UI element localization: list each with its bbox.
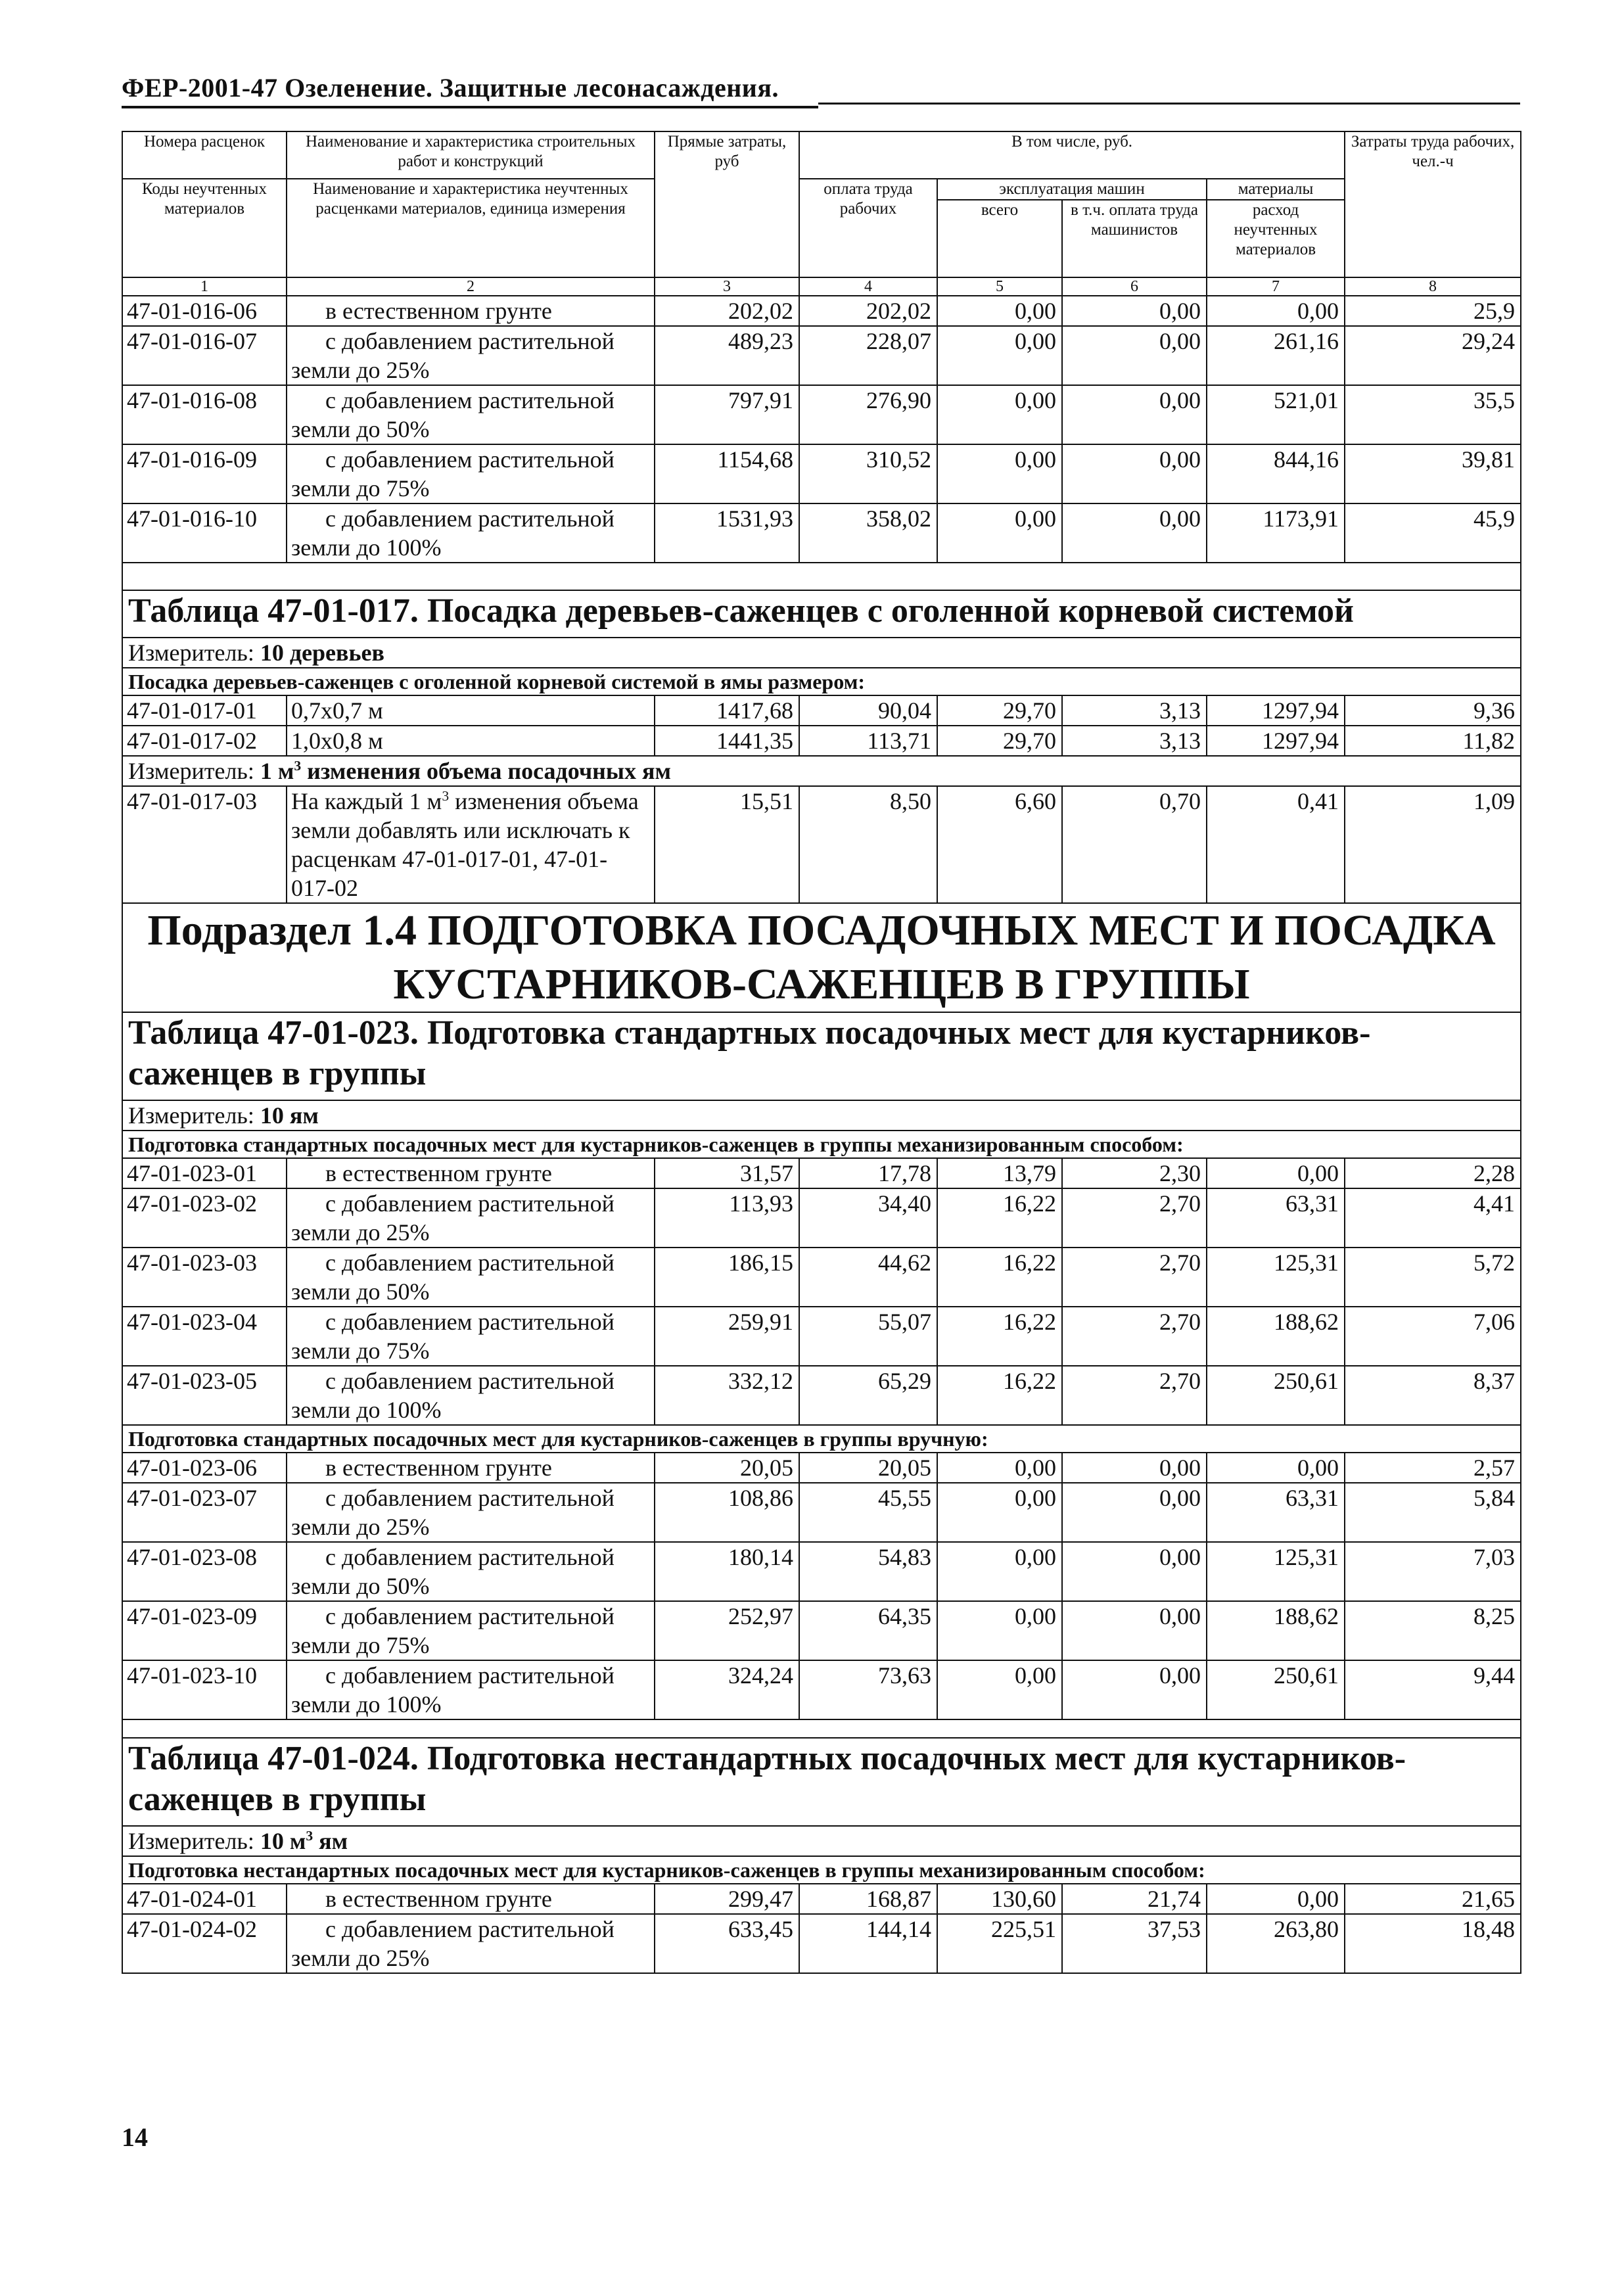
- spacer-row: [122, 563, 1521, 590]
- subheading-row: Подготовка стандартных посадочных мест для кустарников-саженцев в группы механизированным способом:: [122, 1131, 1521, 1158]
- table-row: 47-01-023-07 с добавлением растительной земли до 25% 108,86 45,55 0,00 0,00 63,31 5,84: [122, 1483, 1521, 1542]
- table-row: 47-01-023-04 с добавлением растительной земли до 75% 259,91 55,07 16,22 2,70 188,62 7,06: [122, 1307, 1521, 1366]
- document-page: [122, 72, 1521, 1974]
- header-materials: материалы: [1207, 179, 1345, 200]
- table-023-title: Таблица 47-01-023. Подготовка стандартных посадочных мест для кустарников-саженцев в группы: [122, 1012, 1521, 1100]
- table-row: 47-01-016-07 с добавлением растительной земли до 25% 489,23 228,07 0,00 0,00 261,16 29,24: [122, 326, 1521, 385]
- price-table: [122, 131, 1521, 1974]
- col-number: 7: [1207, 277, 1345, 296]
- page-number: 14: [122, 2122, 148, 2152]
- table-row: 47-01-023-09 с добавлением растительной земли до 75% 252,97 64,35 0,00 0,00 188,62 8,25: [122, 1601, 1521, 1660]
- measure-row: Измеритель: 1 $м^3$ изменения объема посадочных ям: [122, 756, 1521, 786]
- header-col1-top: Номера расценок: [122, 131, 287, 179]
- table-row: 47-01-016-10 с добавлением растительной земли до 100% 1531,93 358,02 0,00 0,00 1173,91 45,9: [122, 503, 1521, 563]
- column-numbers-row: [122, 277, 1521, 296]
- table-title-row: [122, 590, 1521, 638]
- table-row: 47-01-016-06 в естественном грунте 202,02 202,02 0,00 0,00 0,00 25,9: [122, 296, 1521, 326]
- table-row: 47-01-023-03 с добавлением растительной земли до 50% 186,15 44,62 16,22 2,70 125,31 5,72: [122, 1248, 1521, 1307]
- subheading-row: Посадка деревьев-саженцев с оголенной корневой системой в ямы размером:: [122, 668, 1521, 695]
- header-rule: [818, 103, 1520, 105]
- spacer-row: [122, 1719, 1521, 1738]
- col-number: 1: [122, 277, 287, 296]
- header-direct-costs: Прямые затраты, руб: [655, 131, 799, 277]
- table-row: 47-01-016-09 с добавлением растительной земли до 75% 1154,68 310,52 0,00 0,00 844,16 39,81: [122, 444, 1521, 503]
- running-header: ФЕР-2001-47 Озеленение. Защитные лесонасаждения.: [122, 72, 818, 108]
- header-unaccounted-materials: расход неучтенных материалов: [1207, 200, 1345, 277]
- subheading-row: Подготовка нестандартных посадочных мест для кустарников-саженцев в группы механизированным способом:: [122, 1856, 1521, 1884]
- table-title-row: [122, 1738, 1521, 1826]
- table-title-row: [122, 1012, 1521, 1100]
- table-row: 47-01-023-10 с добавлением растительной земли до 100% 324,24 73,63 0,00 0,00 250,61 9,44: [122, 1660, 1521, 1719]
- header-row-2: [122, 179, 1521, 200]
- col-number: 5: [937, 277, 1062, 296]
- header-labor-pay: оплата труда рабочих: [799, 179, 937, 277]
- table-row: 47-01-017-03 На каждый 1 $м^3$ изменения объема земли добавлять или исключать к расценкам 47-01-017-01, 47-01-017-02 15,51 8,50 6,60 0,70 0,41 1,09: [122, 786, 1521, 903]
- table-row: 47-01-017-02 1,0х0,8 м 1441,35 113,71 29,70 3,13 1297,94 11,82: [122, 726, 1521, 756]
- measure-row: Измеритель: 10 деревьев: [122, 638, 1521, 668]
- col-number: 2: [287, 277, 655, 296]
- subheading-row: Подготовка стандартных посадочных мест для кустарников-саженцев в группы вручную:: [122, 1425, 1521, 1453]
- header-col2-bottom: Наименование и характеристика неучтенных расценками материалов, единица измерения: [287, 179, 655, 277]
- header-labor-costs: Затраты труда рабочих, чел.-ч: [1345, 131, 1521, 277]
- subsection-title-line2: КУСТАРНИКОВ-САЖЕНЦЕВ В ГРУППЫ: [393, 960, 1250, 1008]
- col-number: 6: [1062, 277, 1207, 296]
- table-row: 47-01-023-02 с добавлением растительной земли до 25% 113,93 34,40 16,22 2,70 63,31 4,41: [122, 1188, 1521, 1248]
- header-including: В том числе, руб.: [799, 131, 1345, 179]
- header-col2-top: Наименование и характеристика строительных работ и конструкций: [287, 131, 655, 179]
- header-row-1: [122, 131, 1521, 179]
- col-number: 8: [1345, 277, 1521, 296]
- header-machine-total: всего: [937, 200, 1062, 277]
- header-operator-pay: в т.ч. оплата труда машинистов: [1062, 200, 1207, 277]
- table-row: 47-01-023-01 в естественном грунте 31,57 17,78 13,79 2,30 0,00 2,28: [122, 1158, 1521, 1188]
- subsection-title-line1: Подраздел 1.4 ПОДГОТОВКА ПОСАДОЧНЫХ МЕСТ И ПОСАДКА: [147, 906, 1496, 954]
- col-number: 4: [799, 277, 937, 296]
- table-row: 47-01-016-08 с добавлением растительной земли до 50% 797,91 276,90 0,00 0,00 521,01 35,5: [122, 385, 1521, 444]
- header-col1-bottom: Коды неучтенных материалов: [122, 179, 287, 277]
- subsection-heading-row: [122, 903, 1521, 1012]
- table-row: 47-01-023-06 в естественном грунте 20,05 20,05 0,00 0,00 0,00 2,57: [122, 1453, 1521, 1483]
- table-024-title: Таблица 47-01-024. Подготовка нестандартных посадочных мест для кустарников-саженцев в группы: [122, 1738, 1521, 1826]
- measure-row: Измеритель: 10 $м^3$ ям: [122, 1826, 1521, 1856]
- header-machine-operation: эксплуатация машин: [937, 179, 1207, 200]
- table-row: 47-01-024-02 с добавлением растительной земли до 25% 633,45 144,14 225,51 37,53 263,80 18,48: [122, 1914, 1521, 1973]
- table-row: 47-01-017-01 0,7х0,7 м 1417,68 90,04 29,70 3,13 1297,94 9,36: [122, 695, 1521, 726]
- table-row: 47-01-023-05 с добавлением растительной земли до 100% 332,12 65,29 16,22 2,70 250,61 8,37: [122, 1366, 1521, 1425]
- measure-row: Измеритель: 10 ям: [122, 1100, 1521, 1131]
- col-number: 3: [655, 277, 799, 296]
- table-row: 47-01-024-01 в естественном грунте 299,47 168,87 130,60 21,74 0,00 21,65: [122, 1884, 1521, 1914]
- table-017-title: Таблица 47-01-017. Посадка деревьев-саженцев с оголенной корневой системой: [122, 590, 1521, 638]
- table-row: 47-01-023-08 с добавлением растительной земли до 50% 180,14 54,83 0,00 0,00 125,31 7,03: [122, 1542, 1521, 1601]
